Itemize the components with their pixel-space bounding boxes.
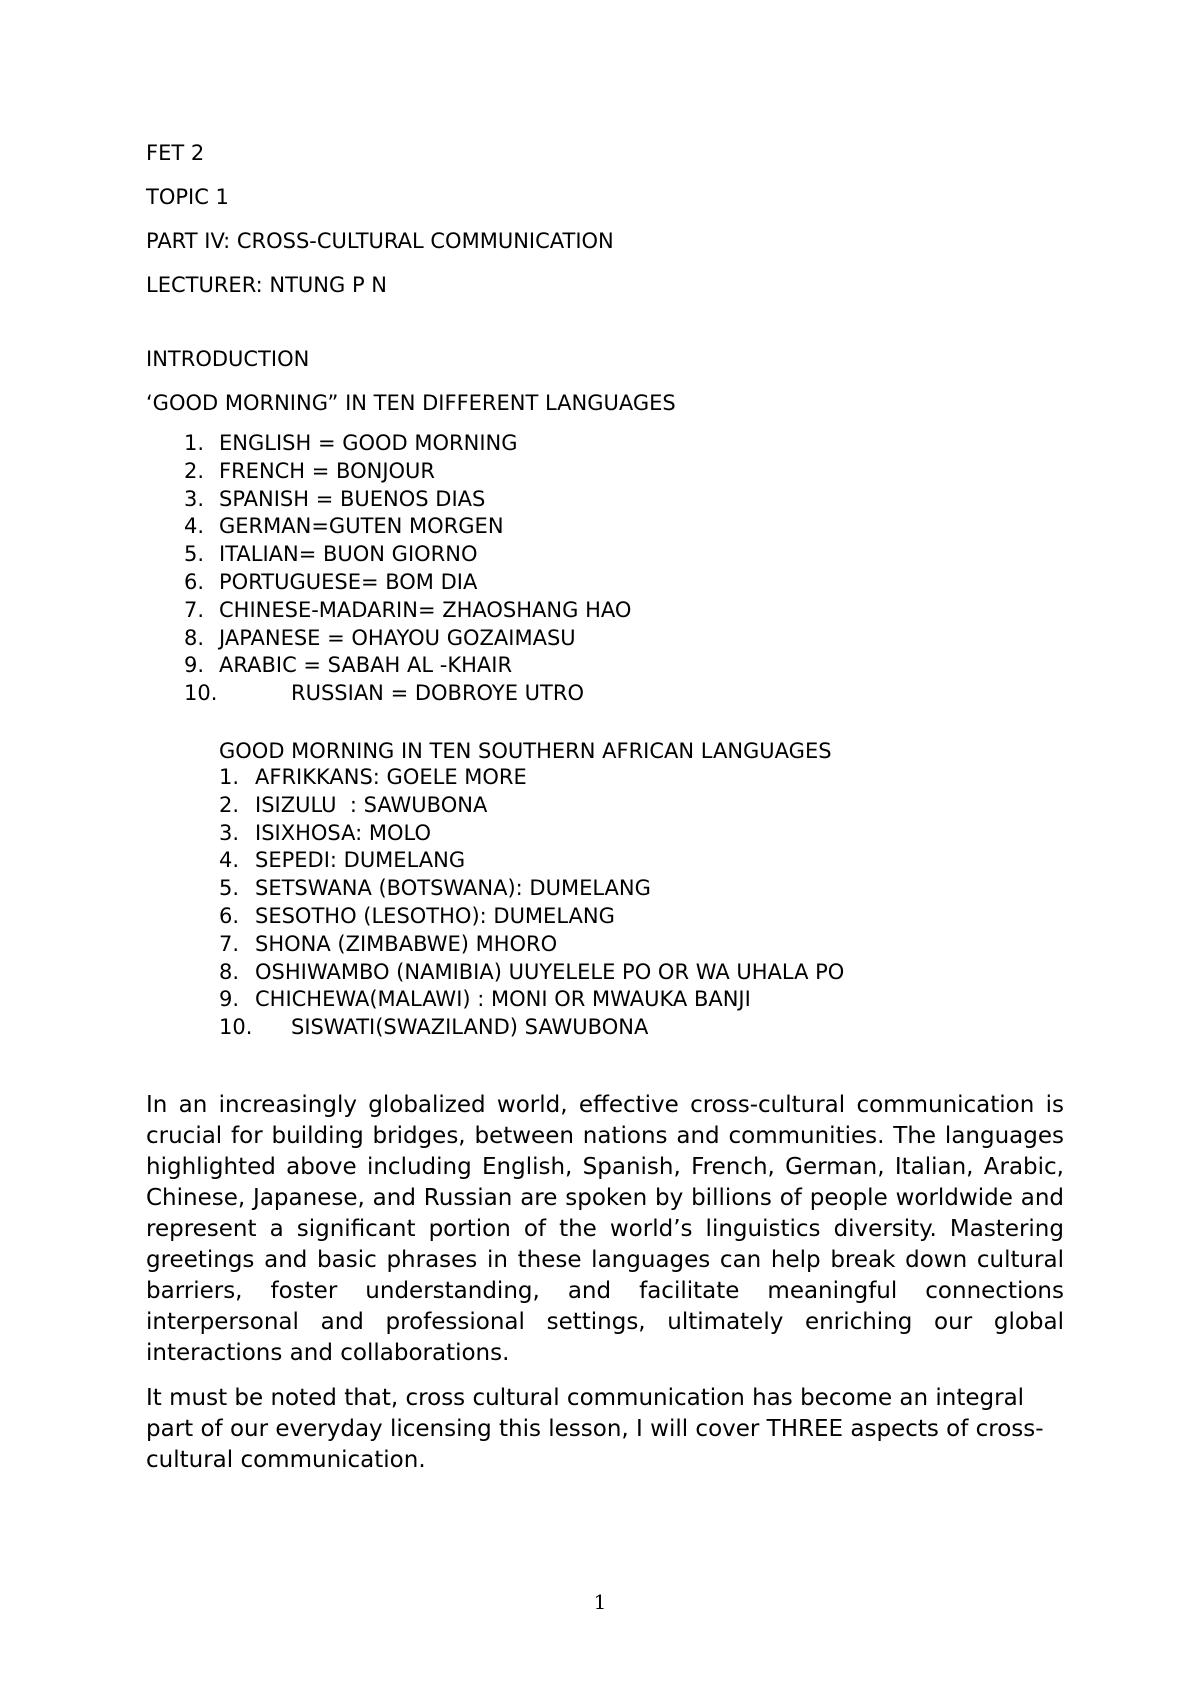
southern-african-block [219, 738, 1064, 1042]
list-item: 8. OSHIWAMBO (NAMIBIA) UUYELELE PO OR WA UHALA PO [219, 959, 845, 984]
list-item: 6. SESOTHO (LESOTHO): DUMELANG [219, 903, 615, 928]
page-number: 1 [593, 1590, 607, 1614]
list-item: 4. GERMAN=GUTEN MORGEN [184, 514, 504, 539]
topic-label: TOPIC 1 [146, 185, 229, 209]
list-item: 1. ENGLISH = GOOD MORNING [184, 431, 518, 455]
list-item: 3. ISIXHOSA: MOLO [219, 820, 432, 845]
part-title: PART IV: CROSS-CULTURAL COMMUNICATION [146, 229, 614, 253]
list-item: 10. RUSSIAN = DOBROYE UTRO [184, 681, 585, 706]
list-item: 9. CHICHEWA(MALAWI) : MONI OR MWAUKA BANJI [219, 987, 751, 1012]
list-item: 3. SPANISH = BUENOS DIAS [184, 486, 486, 511]
list-item: 6. PORTUGUESE= BOM DIA [184, 569, 478, 594]
languages-list [146, 430, 1064, 708]
list-item: 7. CHINESE-MADARIN= ZHAOSHANG HAO [184, 597, 632, 622]
body-paragraph-2: It must be noted that, cross cultural communication has become an integral part of our everyday licensing this lesson, I will cover THREE aspects of cross-cultural communication. [146, 1384, 1044, 1473]
lecturer-line: LECTURER: NTUNG P N [146, 273, 387, 297]
body-paragraph-1: In an increasingly globalized world, effective cross-cultural communication is crucial for building bridges, between nations and communities. The languages highlighted above including English, Spanish, French, German, Italian, Arabic, Chinese, Japanese, and Russian are spoken by billions of people worldwide and represent a significant portion of the world’s linguistics diversity. Mastering greetings and basic phrases in these languages can help break down cultural barriers, foster understanding, and facilitate meaningful connections interpersonal and professional settings, ultimately enriching our global interactions and collaborations. [146, 1091, 1064, 1366]
list-item: 7. SHONA (ZIMBABWE) MHORO [219, 931, 558, 956]
list-item: 2. ISIZULU : SAWUBONA [219, 792, 488, 817]
list-item: 10. SISWATI(SWAZILAND) SAWUBONA [219, 1015, 649, 1040]
list-item: 2. FRENCH = BONJOUR [184, 458, 436, 483]
list2-heading: GOOD MORNING IN TEN SOUTHERN AFRICAN LANGUAGES [219, 738, 832, 763]
course-label: FET 2 [146, 141, 205, 165]
list-item: 9. ARABIC = SABAH AL -KHAIR [184, 653, 513, 678]
southern-african-list [219, 764, 1064, 1042]
introduction-heading: INTRODUCTION [146, 347, 310, 371]
list1-heading: ‘GOOD MORNING” IN TEN DIFFERENT LANGUAGES [146, 391, 676, 415]
document-page [146, 140, 1064, 1476]
list-item: 8. JAPANESE = OHAYOU GOZAIMASU [184, 625, 576, 650]
list-item: 1. AFRIKKANS: GOELE MORE [219, 764, 527, 789]
list-item: 5. ITALIAN= BUON GIORNO [184, 542, 478, 567]
list-item: 5. SETSWANA (BOTSWANA): DUMELANG [219, 876, 651, 901]
list-item: 4. SEPEDI: DUMELANG [219, 848, 466, 873]
